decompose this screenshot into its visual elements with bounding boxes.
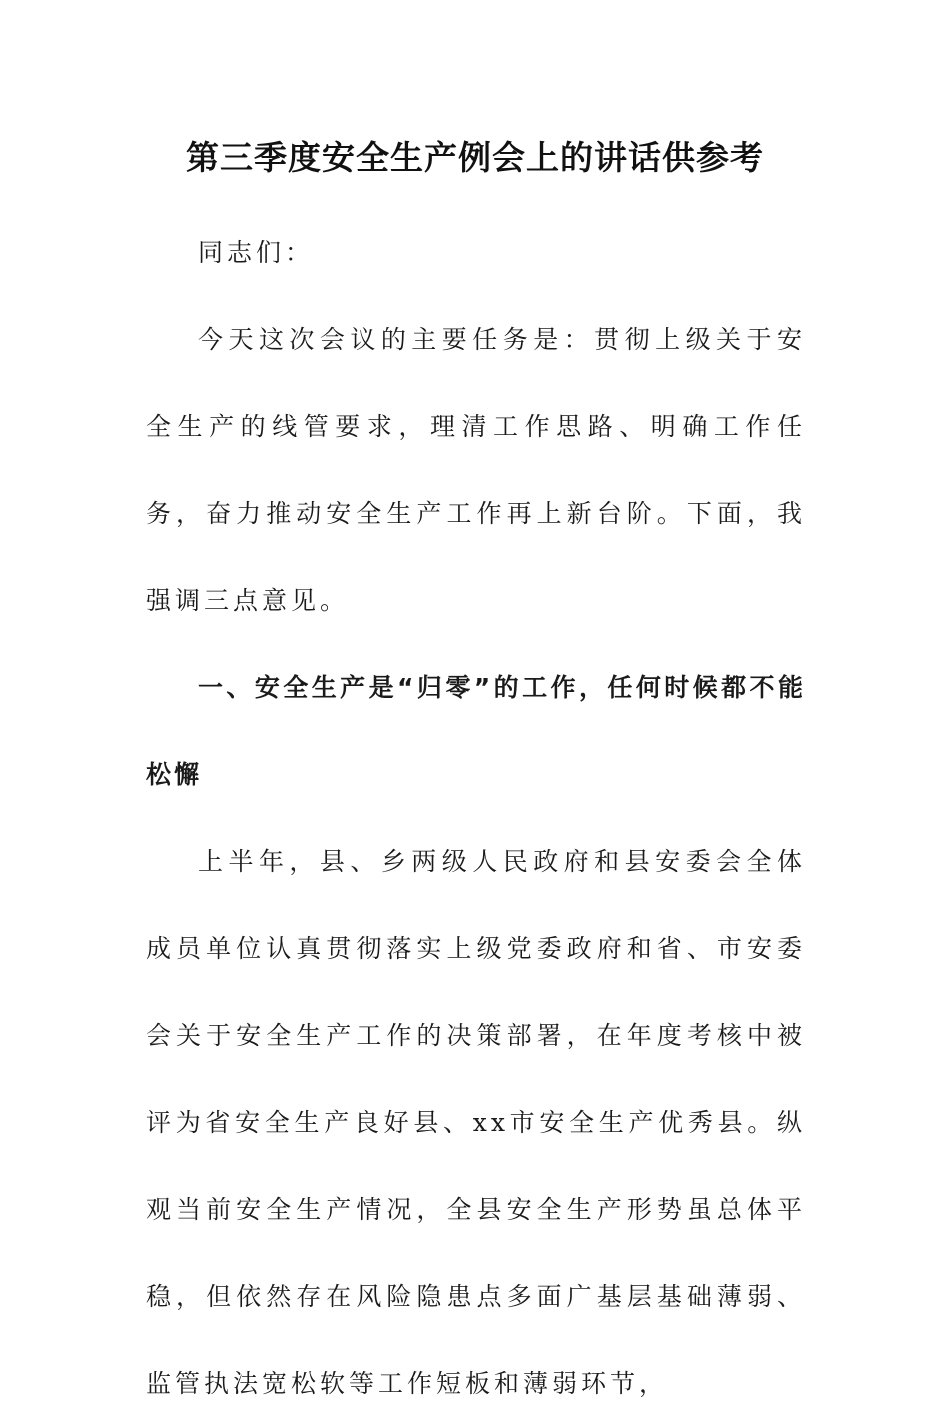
paragraph-section-1: 上半年，县、乡两级人民政府和县安委会全体成员单位认真贯彻落实上级党委政府和省、市安委会关于安全生产工作的决策部署，在年度考核中被评为省安全生产良好县、xx市安全生产优秀县。纵观当前安全生产情况，全县安全生产形势虽总体平稳，但依然存在风险隐患点多面广基层基础薄弱、监管执法宽松软等工作短板和薄弱环节，	[146, 847, 806, 1398]
salutation: 同志们：	[198, 238, 315, 267]
paragraph-intro: 今天这次会议的主要任务是：贯彻上级关于安全生产的线管要求，理清工作思路、明确工作任务，奋力推动安全生产工作再上新台阶。下面，我强调三点意见。	[146, 325, 806, 615]
document-body	[146, 209, 806, 1427]
document-title: 第三季度安全生产例会上的讲话供参考	[186, 138, 764, 177]
section-heading: 一、安全生产是“归零”的工作，任何时候都不能松懈	[146, 673, 806, 789]
